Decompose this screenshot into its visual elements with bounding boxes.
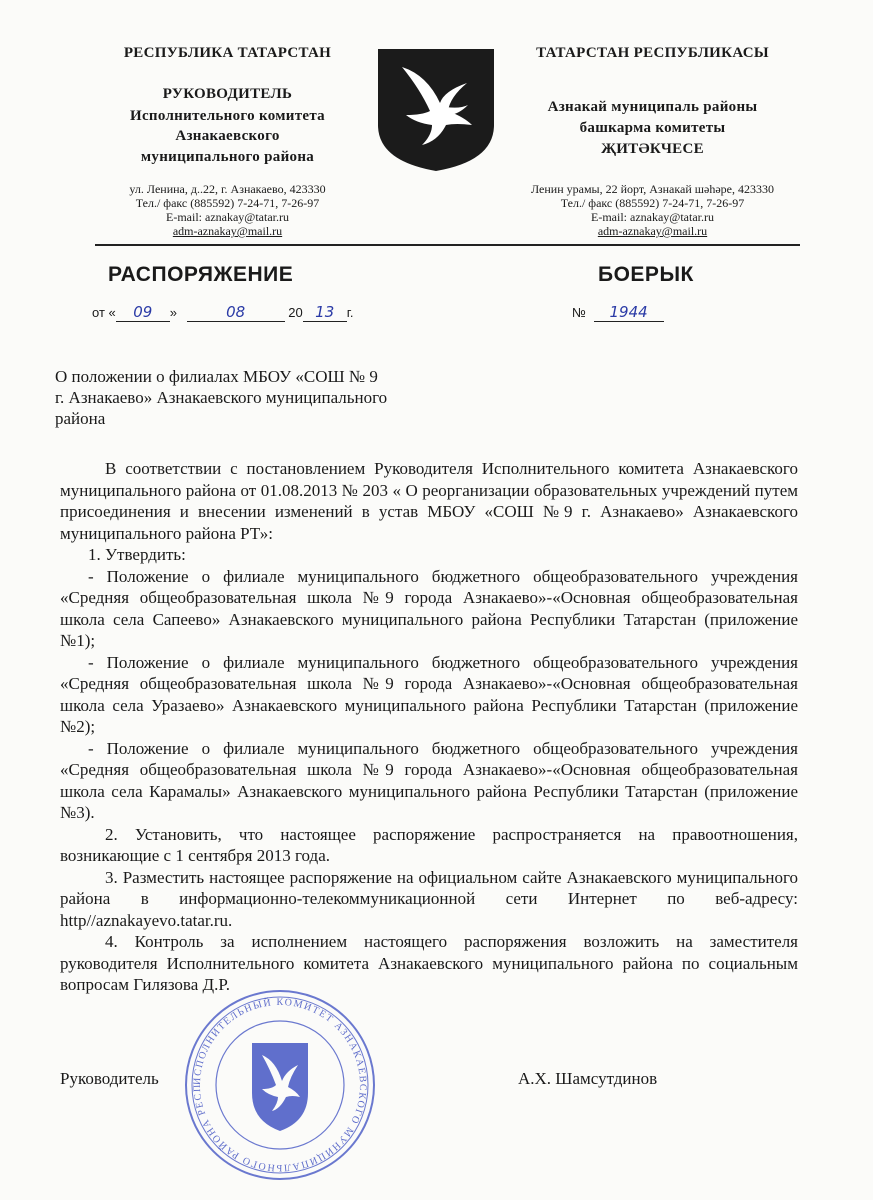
right-contacts (495, 182, 810, 238)
right-title: ҖИТӘКЧЕСЕ (601, 141, 704, 157)
left-republic: РЕСПУБЛИКА ТАТАРСТАН (123, 45, 332, 61)
body-intro: В соответствии с постановлением Руководителя Исполнительного комитета Азнакаевского муниципального района от 01.08.2013 № 203 « О реорганизации образовательных учреждений путем присоединения и внесении изменений в устав МБОУ «СОШ №9 г. Азнакаево» Азнакаевского муниципального района РТ»: (60, 459, 798, 543)
right-email2: adm-aznakay@mail.ru (597, 224, 708, 238)
left-title: РУКОВОДИТЕЛЬ (162, 86, 293, 102)
official-stamp (180, 985, 380, 1185)
date-prefix: от « (92, 305, 116, 320)
subject-line3: района (55, 409, 106, 428)
left-contacts (100, 182, 355, 238)
left-address: ул. Ленина, д..22, г. Азнакаево, 423330 (129, 182, 326, 196)
stamp-text: ИСПОЛНИТЕЛЬНЫЙ КОМИТЕТ АЗНАКАЕВСКОГО МУНИЦИПАЛЬНОГО РАЙОНА РЕСП (191, 996, 369, 1174)
number-line (572, 303, 664, 322)
right-email: E-mail: aznakay@tatar.ru (591, 210, 714, 224)
header-divider (95, 244, 800, 246)
right-phone: Тел./ факс (885592) 7-24-71, 7-26-97 (560, 196, 745, 210)
subject-line2: г. Азнакаево» Азнакаевского муниципального (55, 388, 388, 407)
date-line (92, 303, 353, 322)
round-seal-icon (180, 985, 380, 1185)
body-item2: - Положение о филиале муниципального бюджетного общеобразовательного учреждения «Средняя общеобразовательная школа №9 города Азнакаево»-«Основная общеобразовательная школа села Уразаево» Азнакаевского муниципального района Республики Татарстан (приложение №2); (60, 652, 798, 736)
body-item3: - Положение о филиале муниципального бюджетного общеобразовательного учреждения «Средняя общеобразовательная школа №9 города Азнакаево»-«Основная общеобразовательная школа села Карамалы» Азнакаевского муниципального района Республики Татарстан (приложение №3). (60, 738, 798, 822)
left-phone: Тел./ факс (885592) 7-24-71, 7-26-97 (135, 196, 320, 210)
coat-of-arms (372, 45, 500, 173)
subject (55, 366, 475, 429)
document-body (60, 458, 798, 996)
right-org-line2: башкарма комитеты (579, 120, 726, 136)
date-year: 13 (303, 303, 347, 322)
date-year-prefix: 20 (288, 305, 303, 320)
body-p3: 3. Разместить настоящее распоряжение на официальном сайте Азнакаевского муниципального района в информационно-телекоммуникационной сети Интернет по веб-адресу: http//aznakayevo.tatar.ru. (60, 867, 798, 930)
left-email2: adm-aznakay@mail.ru (172, 224, 283, 238)
date-month: 08 (187, 303, 285, 322)
doc-number: 1944 (594, 303, 664, 322)
signature-name: А.Х. Шамсутдинов (518, 1069, 658, 1088)
subject-line1: О положении о филиалах МБОУ «СОШ № 9 (55, 367, 378, 386)
left-org-line3: муниципального района (140, 149, 315, 165)
left-org-line1: Исполнительного комитета (130, 108, 325, 124)
date-mid: » (169, 305, 177, 320)
doc-title-tt: БОЕРЫК (598, 263, 694, 286)
right-org-line1: Азнакай муниципаль районы (547, 99, 758, 115)
body-p1: 1. Утвердить: (88, 545, 186, 564)
right-address: Ленин урамы, 22 йорт, Азнакай шәһәре, 423330 (530, 182, 774, 196)
signature-position: Руководитель (60, 1069, 159, 1088)
doc-title-ru: РАСПОРЯЖЕНИЕ (108, 263, 294, 286)
number-prefix: № (572, 305, 586, 320)
date-year-suffix: г. (346, 305, 354, 320)
body-item1: - Положение о филиале муниципального бюджетного общеобразовательного учреждения «Средняя общеобразовательная школа №9 города Азнакаево»-«Основная общеобразовательная школа села Сапеево» Азнакаевского муниципального района Республики Татарстан (приложение №1); (60, 566, 798, 650)
date-day: 09 (116, 303, 170, 322)
body-p2: 2. Установить, что настоящее распоряжение распространяется на правоотношения, возникающие с 1 сентября 2013 года. (60, 824, 798, 865)
body-p4: 4. Контроль за исполнением настоящего распоряжения возложить на заместителя руководителя Исполнительного комитета Азнакаевского муниципального района по социальным вопросам Гилязова Д.Р. (60, 932, 798, 994)
left-org-line2: Азнакаевского (175, 128, 280, 144)
eagle-emblem-icon (372, 45, 500, 173)
left-email: E-mail: aznakay@tatar.ru (166, 210, 289, 224)
right-republic: ТАТАРСТАН РЕСПУБЛИКАСЫ (536, 45, 769, 61)
